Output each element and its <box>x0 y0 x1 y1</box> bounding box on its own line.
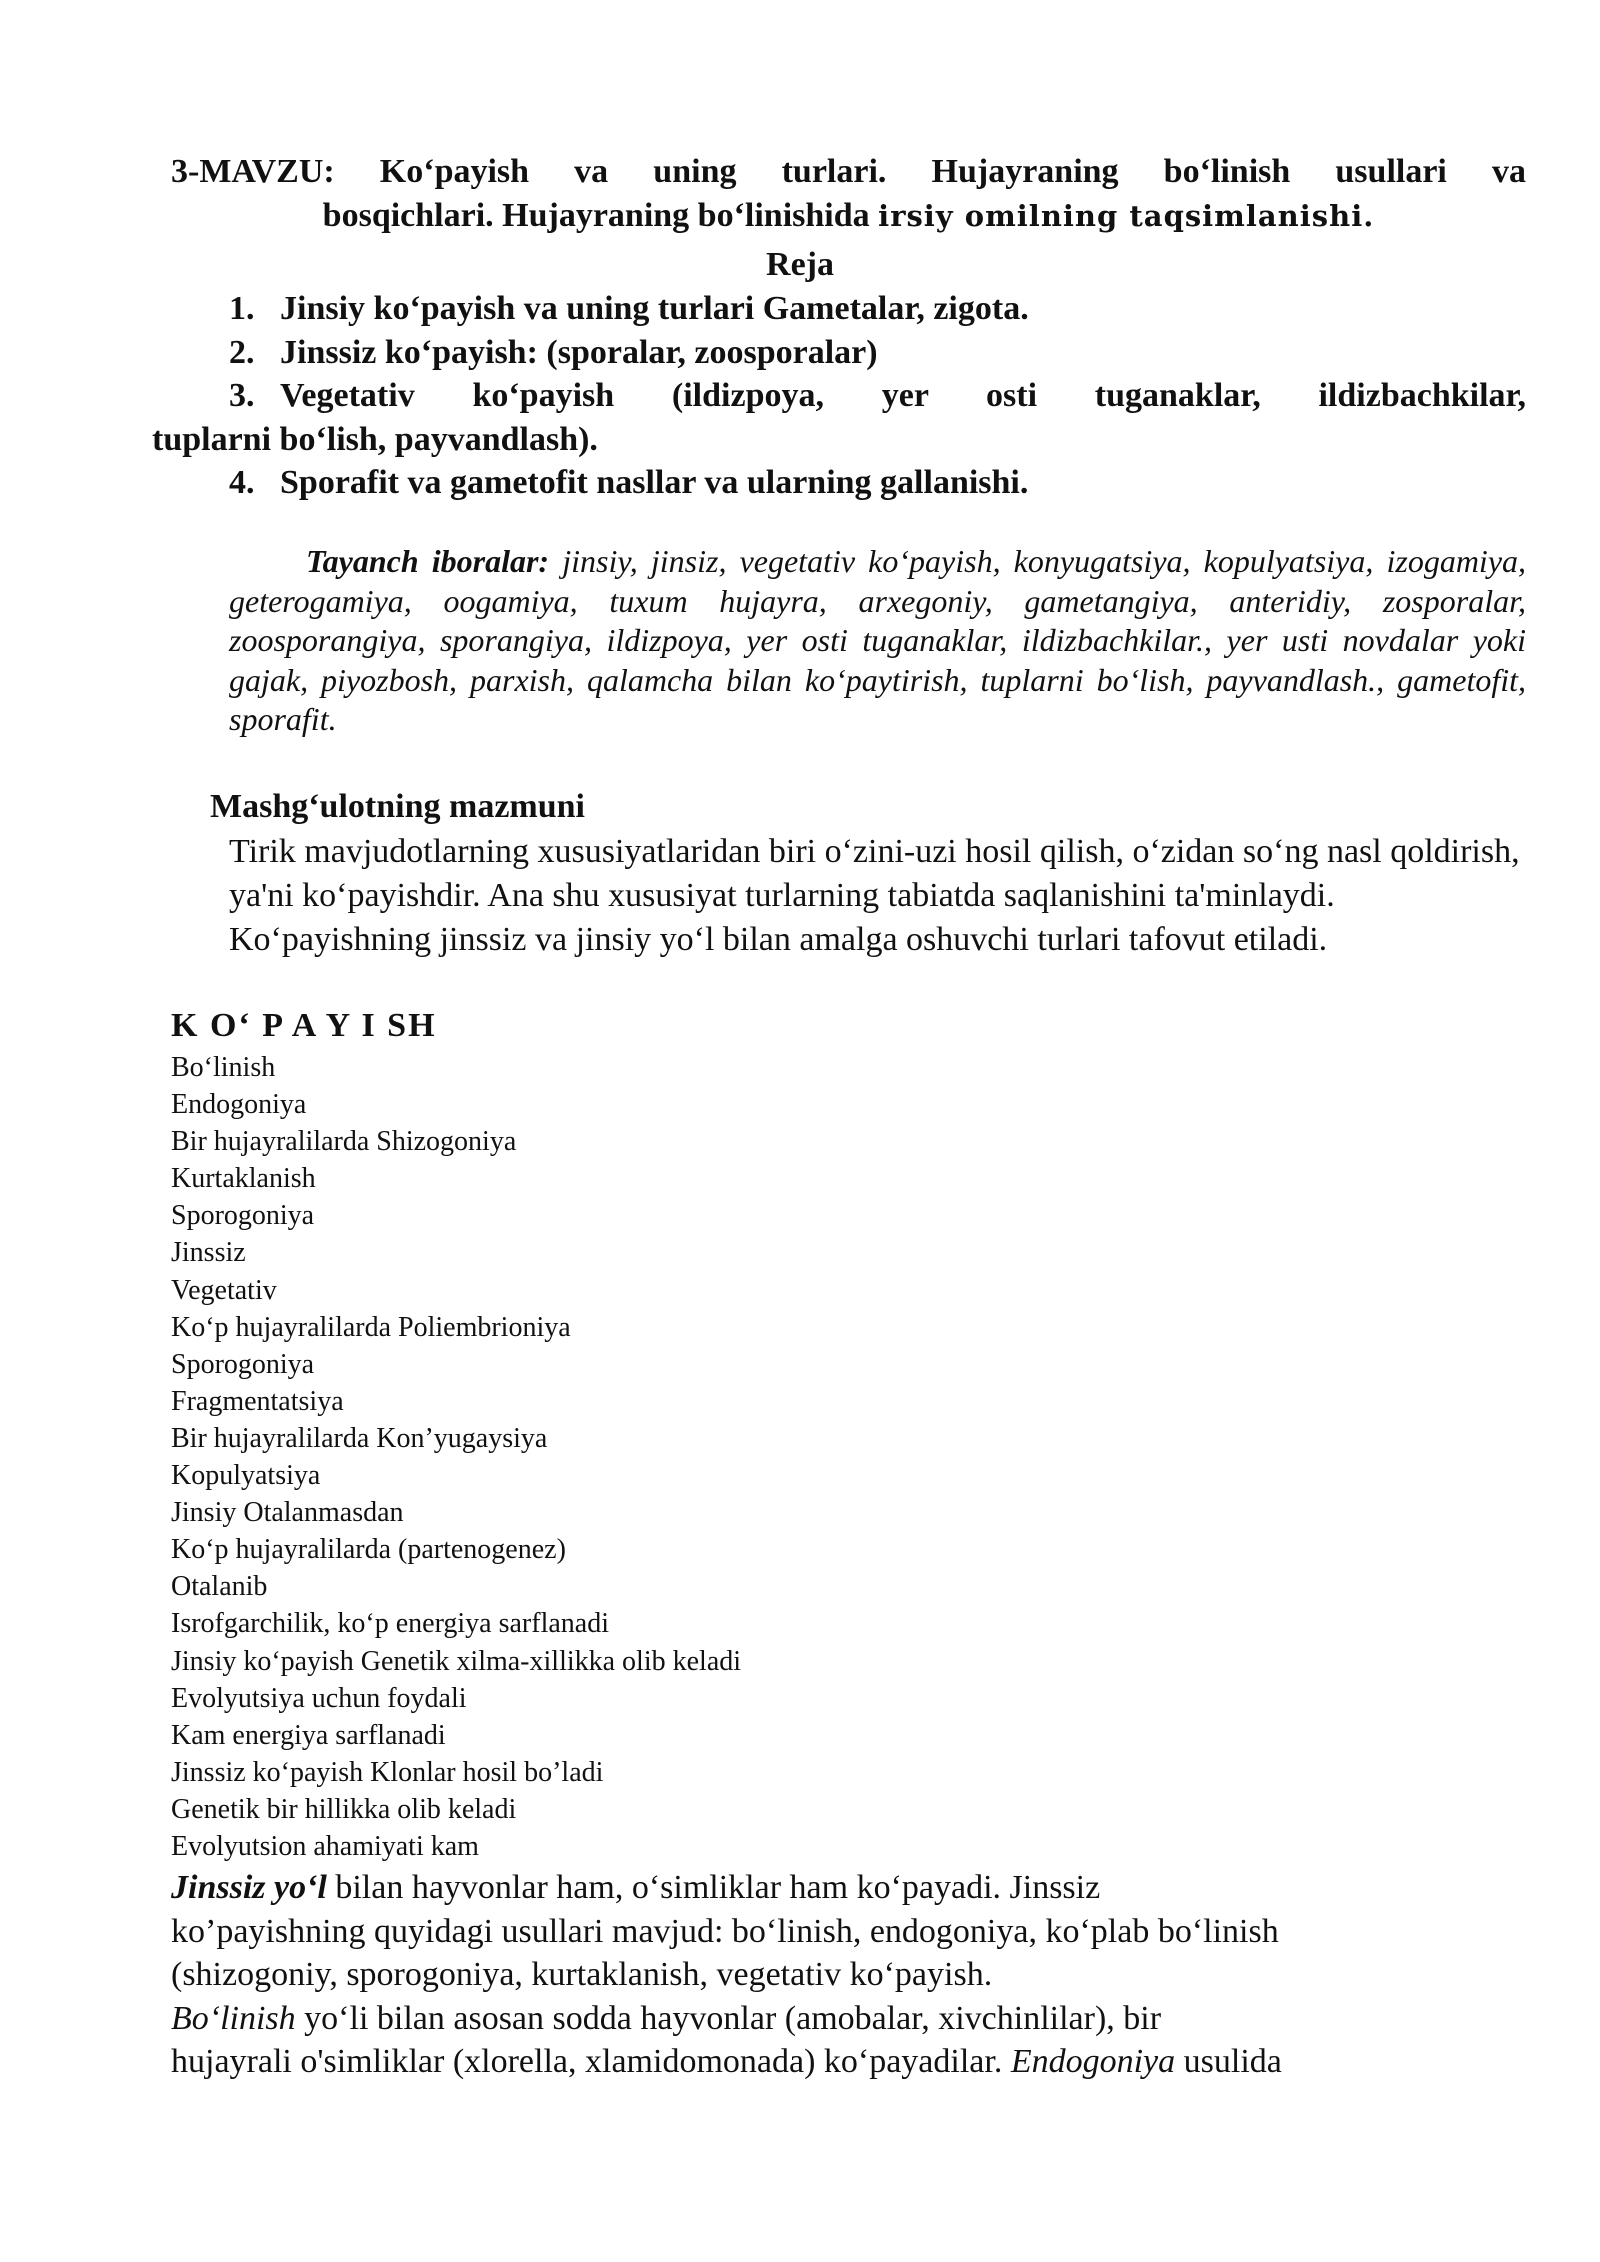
closing-line: ko’payishning quyidagi usullari mavjud: bo‘linish, endogoniya, ko‘plab bo‘linish <box>171 1912 1279 1950</box>
keywords-text: jinsiy, jinsiz, vegetativ ko‘payish, konyugatsiya, kopulyatsiya, izogamiya, geterogamiya, oogamiya, tuxum hujayra, arxegoniy, gametangiya, anteridiy, zosporalar, zoosporangiya, sporangiya, ildizpoya, yer osti tuganaklar, ildizbachkilar., yer usti novdalar yoki gajak, piyozbosh, parxish, qalamcha bilan ko‘paytirish, tuplarni bo‘lish, payvandlash., gametofit, sporafit. <box>229 543 1527 737</box>
list-item: Sporogoniya <box>171 1348 315 1380</box>
closing-text: usulida <box>1175 2043 1282 2080</box>
plan-item-line-2: tuplarni bo‘lish, payvandlash). <box>152 420 598 458</box>
list-item: Sporogoniya <box>171 1200 315 1232</box>
plan-item-number: 1. <box>229 290 255 327</box>
list-item: Genetik bir hillikka olib keladi <box>171 1793 517 1825</box>
plan-item-text: Jinssiz ko‘payish: (sporalar, zoosporalar) <box>280 333 878 371</box>
plan-item-text: Jinsiy ko‘payish va uning turlari Gametalar, zigota. <box>280 290 1029 327</box>
title-line-2 <box>171 194 1526 238</box>
keywords-paragraph <box>229 542 1526 740</box>
closing-line <box>171 2040 1526 2084</box>
plan-item-text: Sporafit va gametofit nasllar va ularning gallanishi. <box>280 464 1029 501</box>
plan-item <box>229 461 1526 505</box>
list-item: Jinssiz ko‘payish Klonlar hosil bo’ladi <box>171 1756 604 1788</box>
closing-text: yo‘li bilan asosan sodda hayvonlar (amobalar, xivchinlilar), bir <box>295 1999 1162 2037</box>
plan-item-text: Vegetativ ko‘payish (ildizpoya, yer osti tuganaklar, ildizbachkilar, <box>280 377 1526 414</box>
closing-text: hujayrali o'simliklar (xlorella, xlamidomonada) ko‘payadilar. <box>171 2043 1011 2080</box>
list-item: Jinsiy ko‘payish Genetik xilma-xillikka olib keladi <box>171 1645 742 1677</box>
list-item: Bo‘linish <box>171 1052 276 1083</box>
list-item: Bir hujayralilarda Kon’yugaysiya <box>171 1422 548 1454</box>
list-item: Kurtaklanish <box>171 1163 316 1195</box>
plan-item <box>229 287 1526 331</box>
plan-item <box>229 331 1526 375</box>
list-item: Bir hujayralilarda Shizogoniya <box>171 1126 517 1158</box>
list-item: Jinssiz <box>171 1237 246 1269</box>
closing-text: bilan hayvonlar ham, o‘simliklar ham ko‘payadi. Jinssiz <box>326 1869 1101 1906</box>
list-item: Otalanib <box>171 1571 268 1603</box>
list-item: Isrofgarchilik, ko‘p energiya sarflanadi <box>171 1608 609 1640</box>
list-item: Ko‘p hujayralilarda (partenogenez) <box>171 1534 566 1566</box>
list-item: Kopulyatsiya <box>171 1460 321 1492</box>
title-line-2-part-1: bosqichlari. Hujayraning bo‘linishida <box>322 197 870 234</box>
reproduction-heading: K O‘ P A Y I SH <box>171 1007 437 1044</box>
emphasis-term: Endogoniya <box>1010 2043 1176 2080</box>
plan-item-line-1 <box>152 374 1526 418</box>
plan-item-number: 2. <box>229 333 255 371</box>
keywords-label: Tayanch iboralar: <box>306 543 550 579</box>
list-item: Kam energiya sarflanadi <box>171 1719 446 1751</box>
list-item: Jinsiy Otalanmasdan <box>171 1497 404 1529</box>
list-item: Fragmentatsiya <box>171 1385 344 1417</box>
closing-line: (shizogoniy, sporogoniya, kurtaklanish, vegetativ ko‘payish. <box>171 1956 993 1993</box>
list-item: Endogoniya <box>171 1089 307 1121</box>
list-item: Evolyutsiya uchun foydali <box>171 1682 467 1714</box>
plan-heading: Reja <box>766 246 834 283</box>
list-item: Ko‘p hujayralilarda Poliembrioniya <box>171 1311 571 1343</box>
section-heading: Mashg‘ulotning mazmuni <box>210 788 585 825</box>
emphasis-term: Jinssiz yo‘l <box>171 1869 327 1906</box>
plan-item-number: 4. <box>229 464 255 501</box>
closing-line <box>171 1997 1526 2041</box>
list-item: Vegetativ <box>171 1274 277 1306</box>
list-item: Evolyutsion ahamiyati kam <box>171 1830 479 1862</box>
emphasis-term: Bo‘linish <box>171 1999 296 2037</box>
closing-line <box>171 1866 1526 1910</box>
reproduction-list <box>171 1049 741 1865</box>
plan-item-number: 3. <box>229 377 255 414</box>
plan-list <box>152 287 1526 505</box>
section-paragraph: Tirik mavjudotlarning xususiyatlaridan biri o‘zini-uzi hosil qilish, o‘zidan so‘ng nasl qoldirish, ya'ni ko‘payishdir. Ana shu xususiyat turlarning tabiatda saqlanishini ta'minlaydi. Ko‘payishning jinssiz va jinsiy yo‘l bilan amalga oshuvchi turlari tafovut etiladi. <box>229 833 1520 958</box>
closing-paragraph <box>171 1866 1526 2084</box>
title-line-2-part-2: irsiy omilning taqsimlanishi. <box>878 199 1375 233</box>
plan-item <box>152 374 1526 461</box>
page-title <box>171 150 1526 238</box>
title-line-1: 3-MAVZU: Ko‘payish va uning turlari. Hujayraning bo‘linish usullari va <box>171 153 1526 190</box>
